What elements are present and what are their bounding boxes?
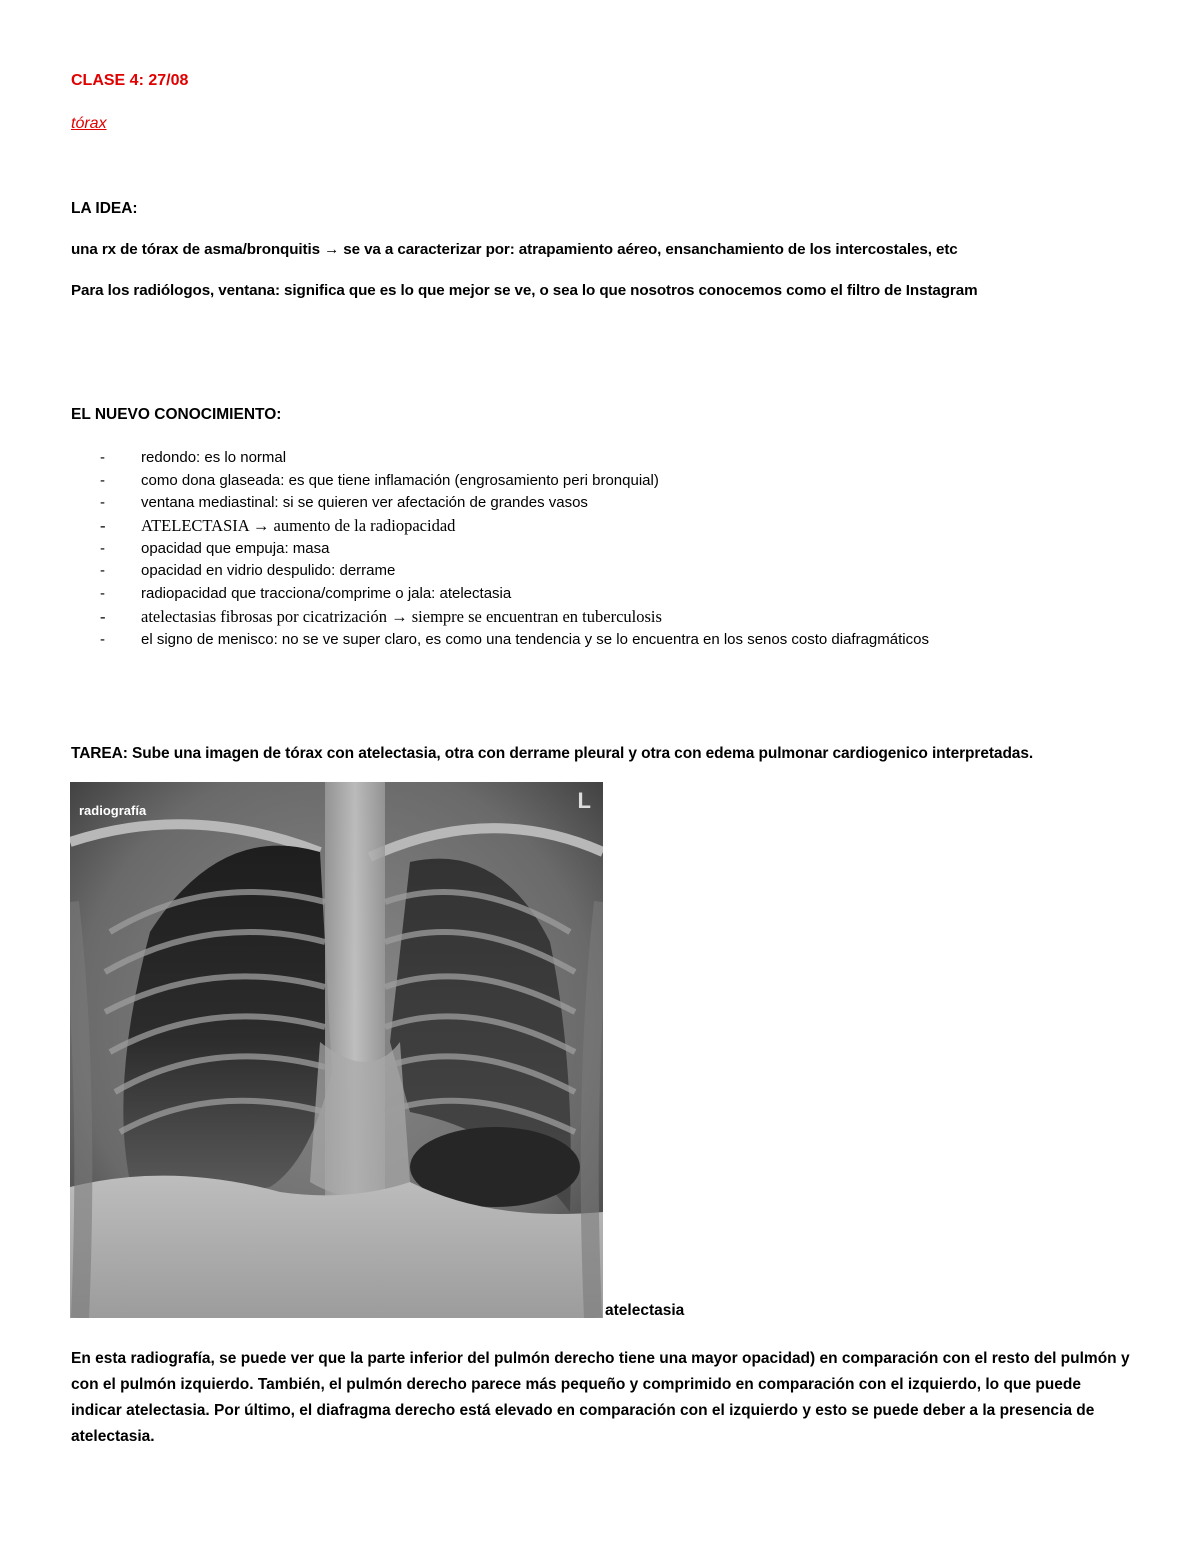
list-item	[100, 492, 929, 515]
list-item-text: radiopacidad que tracciona/comprime o jala: atelectasia	[141, 585, 512, 603]
list-item-text: atelectasias fibrosas por cicatrización → siempre se encuentran en tuberculosis	[141, 606, 662, 626]
list-item-text: ventana mediastinal: si se quieren ver afectación de grandes vasos	[141, 494, 588, 512]
list-item	[100, 538, 929, 561]
figure-caption: atelectasia	[605, 1302, 685, 1319]
nuevo-heading: EL NUEVO CONOCIMIENTO:	[71, 406, 282, 423]
list-item-text: redondo: es lo normal	[141, 449, 287, 466]
list-bullet: -	[100, 516, 106, 536]
document-title: CLASE 4: 27/08	[71, 72, 189, 89]
homework-text: TAREA: Sube una imagen de tórax con atelectasia, otra con derrame pleural y otra con edema pulmonar cardiogenico interpretadas.	[71, 745, 1034, 762]
xray-side-marker: L	[577, 788, 591, 813]
list-item	[100, 447, 929, 470]
list-bullet: -	[100, 471, 105, 489]
chest-xray-image	[70, 782, 603, 1318]
list-bullet: -	[100, 562, 105, 580]
list-bullet: -	[100, 449, 105, 466]
list-item	[100, 560, 929, 583]
xray-label: radiografía	[79, 803, 147, 818]
list-bullet: -	[100, 539, 105, 557]
list-item-text: el signo de menisco: no se ve super claro, es como una tendencia y se lo encuentra en los senos costo diafragmáticos	[141, 630, 929, 648]
list-item-text: ATELECTASIA → aumento de la radiopacidad	[141, 516, 456, 536]
list-item	[100, 583, 929, 606]
list-item-text: opacidad que empuja: masa	[141, 539, 330, 557]
list-bullet: -	[100, 494, 105, 512]
idea-paragraph-2: Para los radiólogos, ventana: significa que es lo que mejor se ve, o sea lo que nosotros conocemos como el filtro de Instagram	[71, 282, 978, 299]
idea-heading: LA IDEA:	[71, 200, 138, 217]
interpretation-paragraph: En esta radiografía, se puede ver que la parte inferior del pulmón derecho tiene una mayor opacidad) en comparación con el resto del pulmón y con el pulmón izquierdo. También, el pulmón derecho parece más pequeño y comprimido en comparación con el izquierdo, lo que puede indicar atelectasia. Por último, el diafragma derecho está elevado en comparación con el izquierdo y esto se puede deber a la presencia de atelectasia.	[71, 1350, 1130, 1445]
list-bullet: -	[100, 606, 106, 626]
idea-paragraph-1: una rx de tórax de asma/bronquitis → se va a caracterizar por: atrapamiento aéreo, ensanchamiento de los intercostales, etc	[71, 241, 958, 258]
xray-graphic	[70, 782, 603, 1318]
list-item	[100, 515, 929, 538]
knowledge-list	[100, 447, 929, 651]
list-item	[100, 629, 929, 652]
list-item	[100, 470, 929, 493]
list-item-text: opacidad en vidrio despulido: derrame	[141, 562, 396, 580]
list-item-text: como dona glaseada: es que tiene inflamación (engrosamiento peri bronquial)	[141, 471, 659, 489]
list-item	[100, 606, 929, 629]
list-bullet: -	[100, 630, 105, 648]
document-subtitle: tórax	[71, 115, 107, 132]
list-bullet: -	[100, 585, 105, 603]
